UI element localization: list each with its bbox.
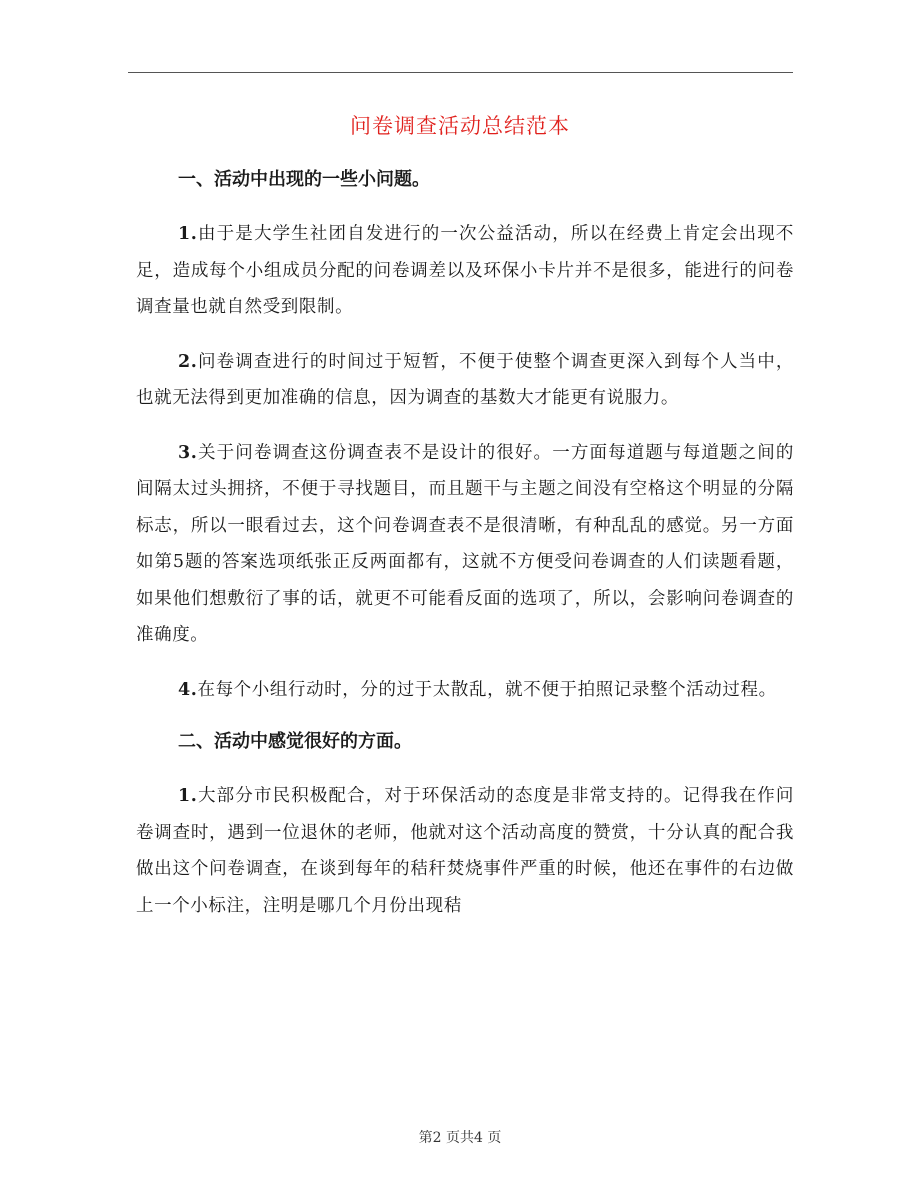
document-body xyxy=(136,164,794,942)
section-heading: 一、活动中出现的一些小问题。 xyxy=(178,169,430,190)
paragraph-number: 1. xyxy=(178,224,198,244)
paragraph-text: 由于是大学生社团自发进行的一次公益活动，所以在经费上肯定会出现不足，造成每个小组成员分配的问卷调差以及环保小卡片并不是很多，能进行的问卷调查量也就自然受到限制。 xyxy=(136,224,794,317)
paragraph-text: 大部分市民积极配合，对于环保活动的态度是非常支持的。记得我在作问卷调查时，遇到一位退休的老师，他就对这个活动高度的赞赏，十分认真的配合我做出这个问卷调查，在谈到每年的秸秆焚烧事件严重的时候，他还在事件的右边做上一个小标注，注明是哪几个月份出现秸 xyxy=(136,786,794,916)
paragraph-number: 3. xyxy=(178,442,198,463)
paragraph-number: 2. xyxy=(178,351,198,372)
paragraph xyxy=(136,344,794,417)
paragraph xyxy=(136,672,794,709)
paragraph xyxy=(136,216,794,326)
section-heading: 二、活动中感觉很好的方面。 xyxy=(178,731,412,752)
paragraph-number: 4. xyxy=(178,679,198,700)
paragraph xyxy=(136,435,794,654)
paragraph-text: 在每个小组行动时，分的过于太散乱，就不便于拍照记录整个活动过程。 xyxy=(197,679,777,700)
paragraph-text: 问卷调查进行的时间过于短暂，不便于使整个调查更深入到每个人当中，也就无法得到更加准确的信息，因为调查的基数大才能更有说服力。 xyxy=(136,351,794,408)
header-rule xyxy=(128,72,793,73)
paragraph-text: 关于问卷调查这份调查表不是设计的很好。一方面每道题与每道题之间的间隔太过头拥挤，不便于寻找题目，而且题干与主题之间没有空格这个明显的分隔标志，所以一眼看过去，这个问卷调查表不是很清晰，有种乱乱的感觉。另一方面如第5题的答案选项纸张正反两面都有，这就不方便受问卷调查的人们读题看题，如果他们想敷衍了事的话，就更不可能看反面的选项了，所以，会影响问卷调查的准确度。 xyxy=(136,442,794,645)
document-title: 问卷调查活动总结范本 xyxy=(350,114,570,138)
page-number-footer: 第2 页共4 页 xyxy=(418,1130,502,1146)
paragraph-number: 1. xyxy=(178,786,198,806)
paragraph xyxy=(136,778,794,924)
